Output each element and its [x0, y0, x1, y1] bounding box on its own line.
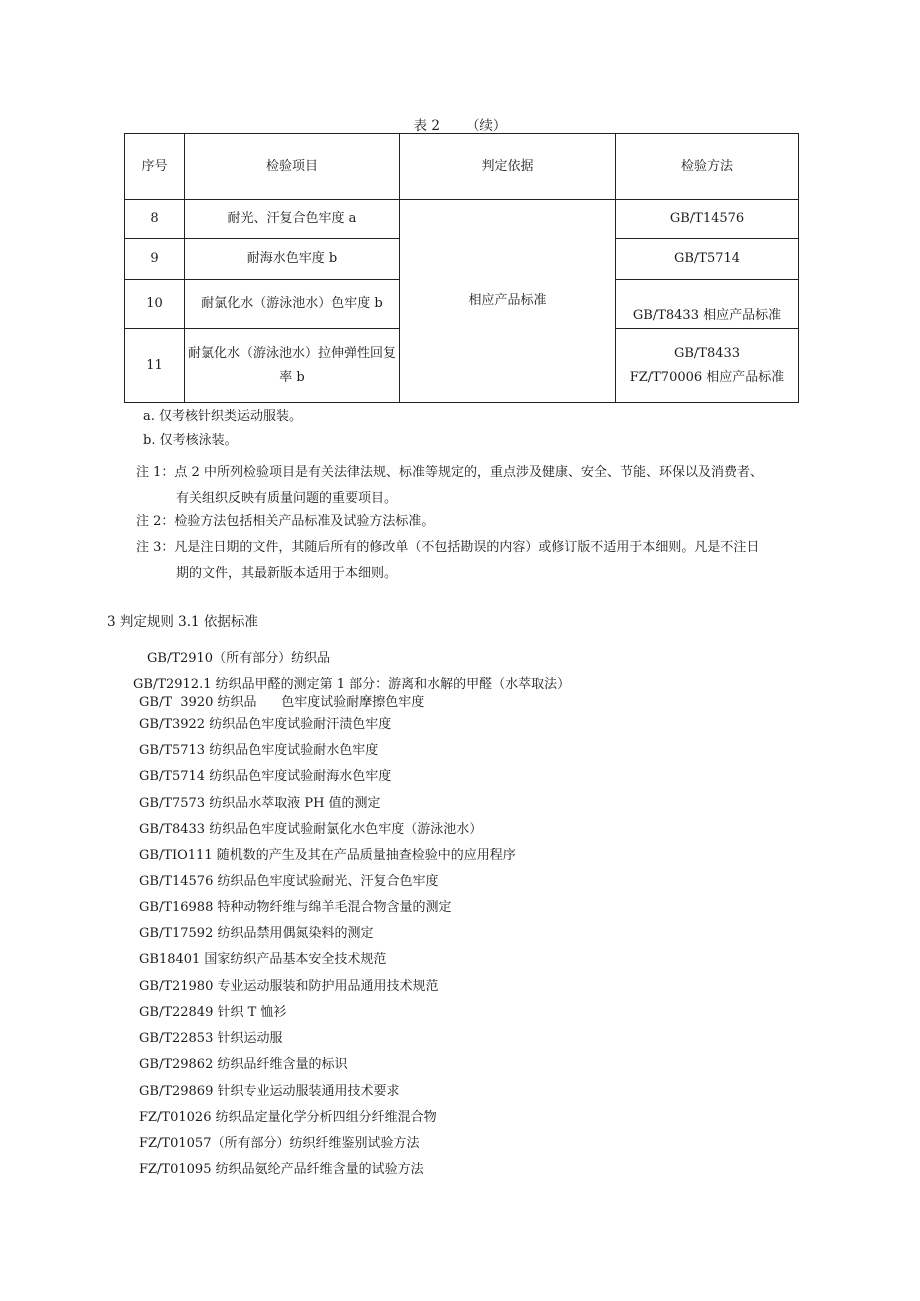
reference-item: GB/T7573 纺织品水萃取液 PH 值的测定 [139, 796, 381, 811]
reference-item: GB/T22853 针织运动服 [139, 1031, 283, 1046]
footnote-b: b. 仅考核泳装。 [143, 433, 238, 448]
section-title: 3 判定规则 3.1 依据标准 [107, 614, 258, 630]
reference-item: GB/T2910（所有部分）纺织品 [147, 651, 331, 666]
table-caption [0, 114, 920, 134]
row-no: 9 [125, 239, 185, 280]
reference-item: GB/T29862 纺织品纤维含量的标识 [139, 1057, 348, 1072]
table-caption-continued: （续） [465, 118, 507, 134]
header-item: 检验项目 [185, 134, 400, 200]
note-2 [136, 509, 816, 535]
row-method-line1: GB/T8433 [673, 345, 741, 361]
reference-item: FZ/T01095 纺织品氨纶产品纤维含量的试验方法 [139, 1162, 424, 1177]
note-2-line1: 注 2：检验方法包括相关产品标准及试验方法标准。 [136, 514, 435, 529]
reference-item: GB/TIO111 随机数的产生及其在产品质量抽查检验中的应用程序 [139, 848, 516, 863]
row-item: 耐氯化水（游泳池水）色牢度 b [185, 280, 400, 329]
inspection-table [124, 133, 799, 403]
reference-item: GB/T21980 专业运动服装和防护用品通用技术规范 [139, 979, 439, 994]
row-method [616, 329, 799, 403]
row-method: GB/T5714 [616, 239, 799, 280]
row-no: 8 [125, 200, 185, 239]
reference-item: GB/T17592 纺织品禁用偶氮染料的测定 [139, 926, 374, 941]
basis-merged-cell: 相应产品标准 [400, 200, 616, 403]
note-3-line2: 期的文件，其最新版本适用于本细则。 [176, 566, 398, 581]
note-3 [136, 535, 816, 587]
header-no: 序号 [125, 134, 185, 200]
reference-item: GB/T 3920 纺织品 色牢度试验耐摩擦色牢度 [139, 695, 425, 710]
reference-item: GB/T8433 纺织品色牢度试验耐氯化水色牢度（游泳池水） [139, 822, 483, 837]
row-item: 耐氯化水（游泳池水）拉伸弹性回复率 b [185, 329, 400, 403]
row-no: 11 [125, 329, 185, 403]
note-1 [136, 460, 816, 512]
footnote-a: a. 仅考核针织类运动服装。 [143, 409, 303, 424]
reference-item: GB/T5714 纺织品色牢度试验耐海水色牢度 [139, 769, 392, 784]
header-basis: 判定依据 [400, 134, 616, 200]
row-item: 耐海水色牢度 b [185, 239, 400, 280]
reference-item: GB/T5713 纺织品色牢度试验耐水色牢度 [139, 743, 379, 758]
reference-item: GB/T29869 针织专业运动服装通用技术要求 [139, 1084, 400, 1099]
reference-item: GB/T2912.1 纺织品甲醛的测定第 1 部分：游离和水解的甲醛（水萃取法） [133, 677, 571, 692]
row-method: GB/T8433 相应产品标准 [616, 280, 799, 329]
table-header-row [125, 134, 799, 200]
table-row [125, 200, 799, 239]
reference-item: FZ/T01057（所有部分）纺织纤维鉴别试验方法 [139, 1136, 420, 1151]
note-1-line2: 有关组织反映有质量问题的重要项目。 [176, 491, 398, 506]
note-1-line1: 注 1：点 2 中所列检验项目是有关法律法规、标准等规定的，重点涉及健康、安全、节能、环保以及消费者、 [136, 465, 763, 480]
table-caption-label: 表 2 [413, 118, 440, 134]
reference-item: GB/T3922 纺织品色牢度试验耐汗渍色牢度 [139, 717, 392, 732]
reference-item: FZ/T01026 纺织品定量化学分析四组分纤维混合物 [139, 1110, 437, 1125]
reference-item: GB/T16988 特种动物纤维与绵羊毛混合物含量的测定 [139, 900, 452, 915]
header-method: 检验方法 [616, 134, 799, 200]
reference-item: GB/T14576 纺织品色牢度试验耐光、汗复合色牢度 [139, 874, 439, 889]
note-3-line1: 注 3：凡是注日期的文件，其随后所有的修改单（不包括勘误的内容）或修订版不适用于本细则。凡是不注日 [136, 540, 760, 555]
row-method: GB/T14576 [616, 200, 799, 239]
reference-item: GB18401 国家纺织产品基本安全技术规范 [139, 952, 387, 967]
row-no: 10 [125, 280, 185, 329]
row-item: 耐光、汗复合色牢度 a [185, 200, 400, 239]
row-method-line2: FZ/T70006 相应产品标准 [629, 369, 785, 385]
reference-item: GB/T22849 针织 T 恤衫 [139, 1005, 287, 1020]
